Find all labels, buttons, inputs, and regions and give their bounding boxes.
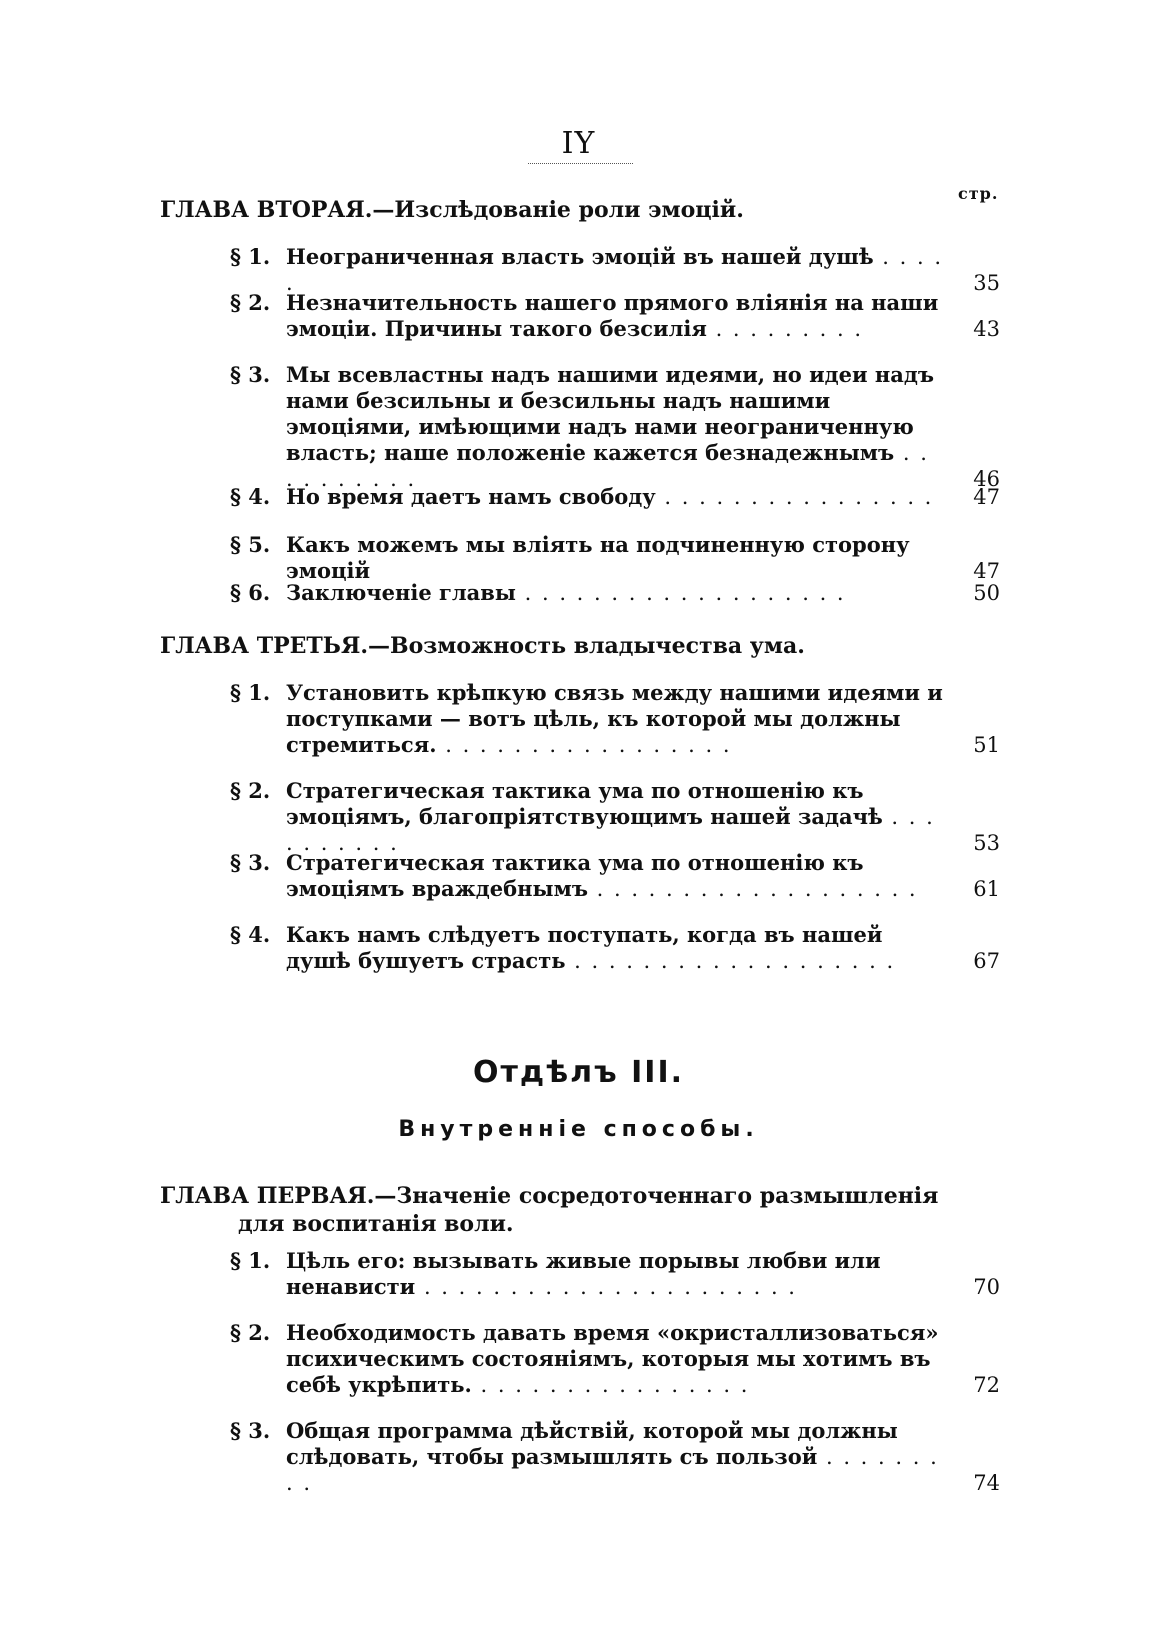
toc-entry-ch3-1: § 1. Установить крѣпкую связь между нашими идеями и поступками — вотъ цѣль, къ которой мы должны стремиться. . . . . . . . . . . . . . . . . . 51 [230, 680, 1000, 757]
section-number: § 2. [230, 778, 271, 803]
entry-text: Стратегическая тактика ума по отношенію къ эмоціямъ враждебнымъ [286, 850, 864, 901]
part-3-title: Отдѣлъ III. [472, 1055, 685, 1090]
section-number: § 4. [230, 922, 271, 947]
toc-entry-ch2-6: § 6. Заключеніе главы . . . . . . . . . . . . . . . . . . . 50 [230, 580, 1000, 605]
page-number: IY [561, 126, 596, 161]
entry-text: Необходимость давать время «окристаллизоваться» психическимъ состояніямъ, которыя мы хотимъ въ себѣ укрѣпить. [286, 1320, 939, 1397]
section-number: § 1. [230, 680, 271, 705]
chapter-1-title [160, 1182, 1000, 1238]
entry-page: 70 [973, 1275, 1000, 1299]
entry-text: Какъ намъ слѣдуетъ поступать, когда въ нашей душѣ бушуетъ страсть [286, 922, 883, 973]
section-number: § 5. [230, 532, 271, 557]
entry-page: 35 [973, 271, 1000, 295]
entry-text: Неограниченная власть эмоцій въ нашей душѣ [286, 244, 874, 269]
section-number: § 1. [230, 1248, 271, 1273]
chapter-1-title-line1: ГЛАВА ПЕРВАЯ.—Значеніе сосредоточеннаго размышленія [160, 1183, 939, 1209]
page-number-rule [528, 163, 633, 164]
entry-page: 51 [973, 733, 1000, 757]
entry-page: 47 [973, 485, 1000, 509]
entry-page: 53 [973, 831, 1000, 855]
entry-text: Установить крѣпкую связь между нашими идеями и поступками — вотъ цѣль, къ которой мы должны стремиться. [286, 680, 943, 757]
section-number: § 3. [230, 1418, 271, 1443]
toc-entry-ch3-3: § 3. Стратегическая тактика ума по отношенію къ эмоціямъ враждебнымъ . . . . . . . . . . . . . . . . . . . 61 [230, 850, 1000, 901]
entry-text: Какъ можемъ мы вліять на подчиненную сторону эмоцій [286, 532, 910, 583]
chapter-2-title-text: ГЛАВА ВТОРАЯ.—Изслѣдованіе роли эмоцій. [160, 197, 744, 223]
entry-text: Стратегическая тактика ума по отношенію къ эмоціямъ, благопріятствующимъ нашей задачѣ [286, 778, 883, 829]
toc-entry-ch1-3: § 3. Общая программа дѣйствій, которой мы должны слѣдовать, чтобы размышлять съ пользой . . . . . . . . . 74 [230, 1418, 1000, 1495]
entry-page: 46 [973, 467, 1000, 491]
entry-text: Общая программа дѣйствій, которой мы должны слѣдовать, чтобы размышлять съ пользой [286, 1418, 898, 1469]
section-number: § 1. [230, 244, 271, 269]
chapter-1-title-line2: для воспитанія воли. [238, 1211, 514, 1237]
entry-text: Но время даетъ намъ свободу [286, 484, 656, 509]
section-number: § 6. [230, 580, 271, 605]
entry-page: 47 [973, 559, 1000, 583]
entry-page: 61 [973, 877, 1000, 901]
entry-text: Цѣль его: вызывать живые порывы любви или ненависти [286, 1248, 881, 1299]
page-column-label: стр. [958, 184, 999, 203]
chapter-2-title [160, 196, 1000, 224]
toc-entry-ch2-3: § 3. Мы всевластны надъ нашими идеями, но идеи надъ нами безсильны и безсильны надъ нашими эмоціями, имѣющими надъ нами неограниченную власть; наше положеніе кажется безнадежнымъ . . . . . . . . . . 46 [230, 362, 1000, 491]
section-number: § 2. [230, 290, 271, 315]
toc-entry-ch1-2: § 2. Необходимость давать время «окристаллизоваться» психическимъ состояніямъ, которыя мы хотимъ въ себѣ укрѣпить. . . . . . . . . . . . . . . . . 72 [230, 1320, 1000, 1397]
toc-entry-ch2-1: § 1. Неограниченная власть эмоцій въ нашей душѣ . . . . . 35 [230, 244, 1000, 295]
toc-entry-ch2-5 [230, 532, 1000, 584]
entry-text: Незначительность нашего прямого вліянія на наши эмоціи. Причины такого безсилія [286, 290, 939, 341]
toc-entry-ch3-2: § 2. Стратегическая тактика ума по отношенію къ эмоціямъ, благопріятствующимъ нашей задачѣ . . . . . . . . . . 53 [230, 778, 1000, 855]
part-3-subtitle: Внутренніе способы. [398, 1117, 759, 1142]
entry-page: 72 [973, 1373, 1000, 1397]
entry-page: 50 [973, 581, 1000, 605]
section-number: § 3. [230, 850, 271, 875]
toc-entry-ch3-4: § 4. Какъ намъ слѣдуетъ поступать, когда въ нашей душѣ бушуетъ страсть . . . . . . . . . . . . . . . . . . . 67 [230, 922, 1000, 973]
entry-page: 74 [973, 1471, 1000, 1495]
entry-page: 67 [973, 949, 1000, 973]
entry-page: 43 [973, 317, 1000, 341]
section-number: § 4. [230, 484, 271, 509]
chapter-3-title-text: ГЛАВА ТРЕТЬЯ.—Возможность владычества ума. [160, 633, 805, 659]
entry-text: Заключеніе главы [286, 580, 516, 605]
section-number: § 2. [230, 1320, 271, 1345]
entry-text: Мы всевластны надъ нашими идеями, но идеи надъ нами безсильны и безсильны надъ нашими эмоціями, имѣющими надъ нами неограниченную власть; наше положеніе кажется безнадежнымъ [286, 362, 935, 465]
toc-entry-ch2-2: § 2. Незначительность нашего прямого вліянія на наши эмоціи. Причины такого безсилія . . . . . . . . . 43 [230, 290, 1000, 341]
chapter-3-title [160, 632, 1000, 660]
toc-entry-ch2-4: § 4. Но время даетъ намъ свободу . . . . . . . . . . . . . . . . 47 [230, 484, 1000, 509]
toc-entry-ch1-1: § 1. Цѣль его: вызывать живые порывы любви или ненависти . . . . . . . . . . . . . . . . . . . . . . 70 [230, 1248, 1000, 1299]
section-number: § 3. [230, 362, 271, 387]
